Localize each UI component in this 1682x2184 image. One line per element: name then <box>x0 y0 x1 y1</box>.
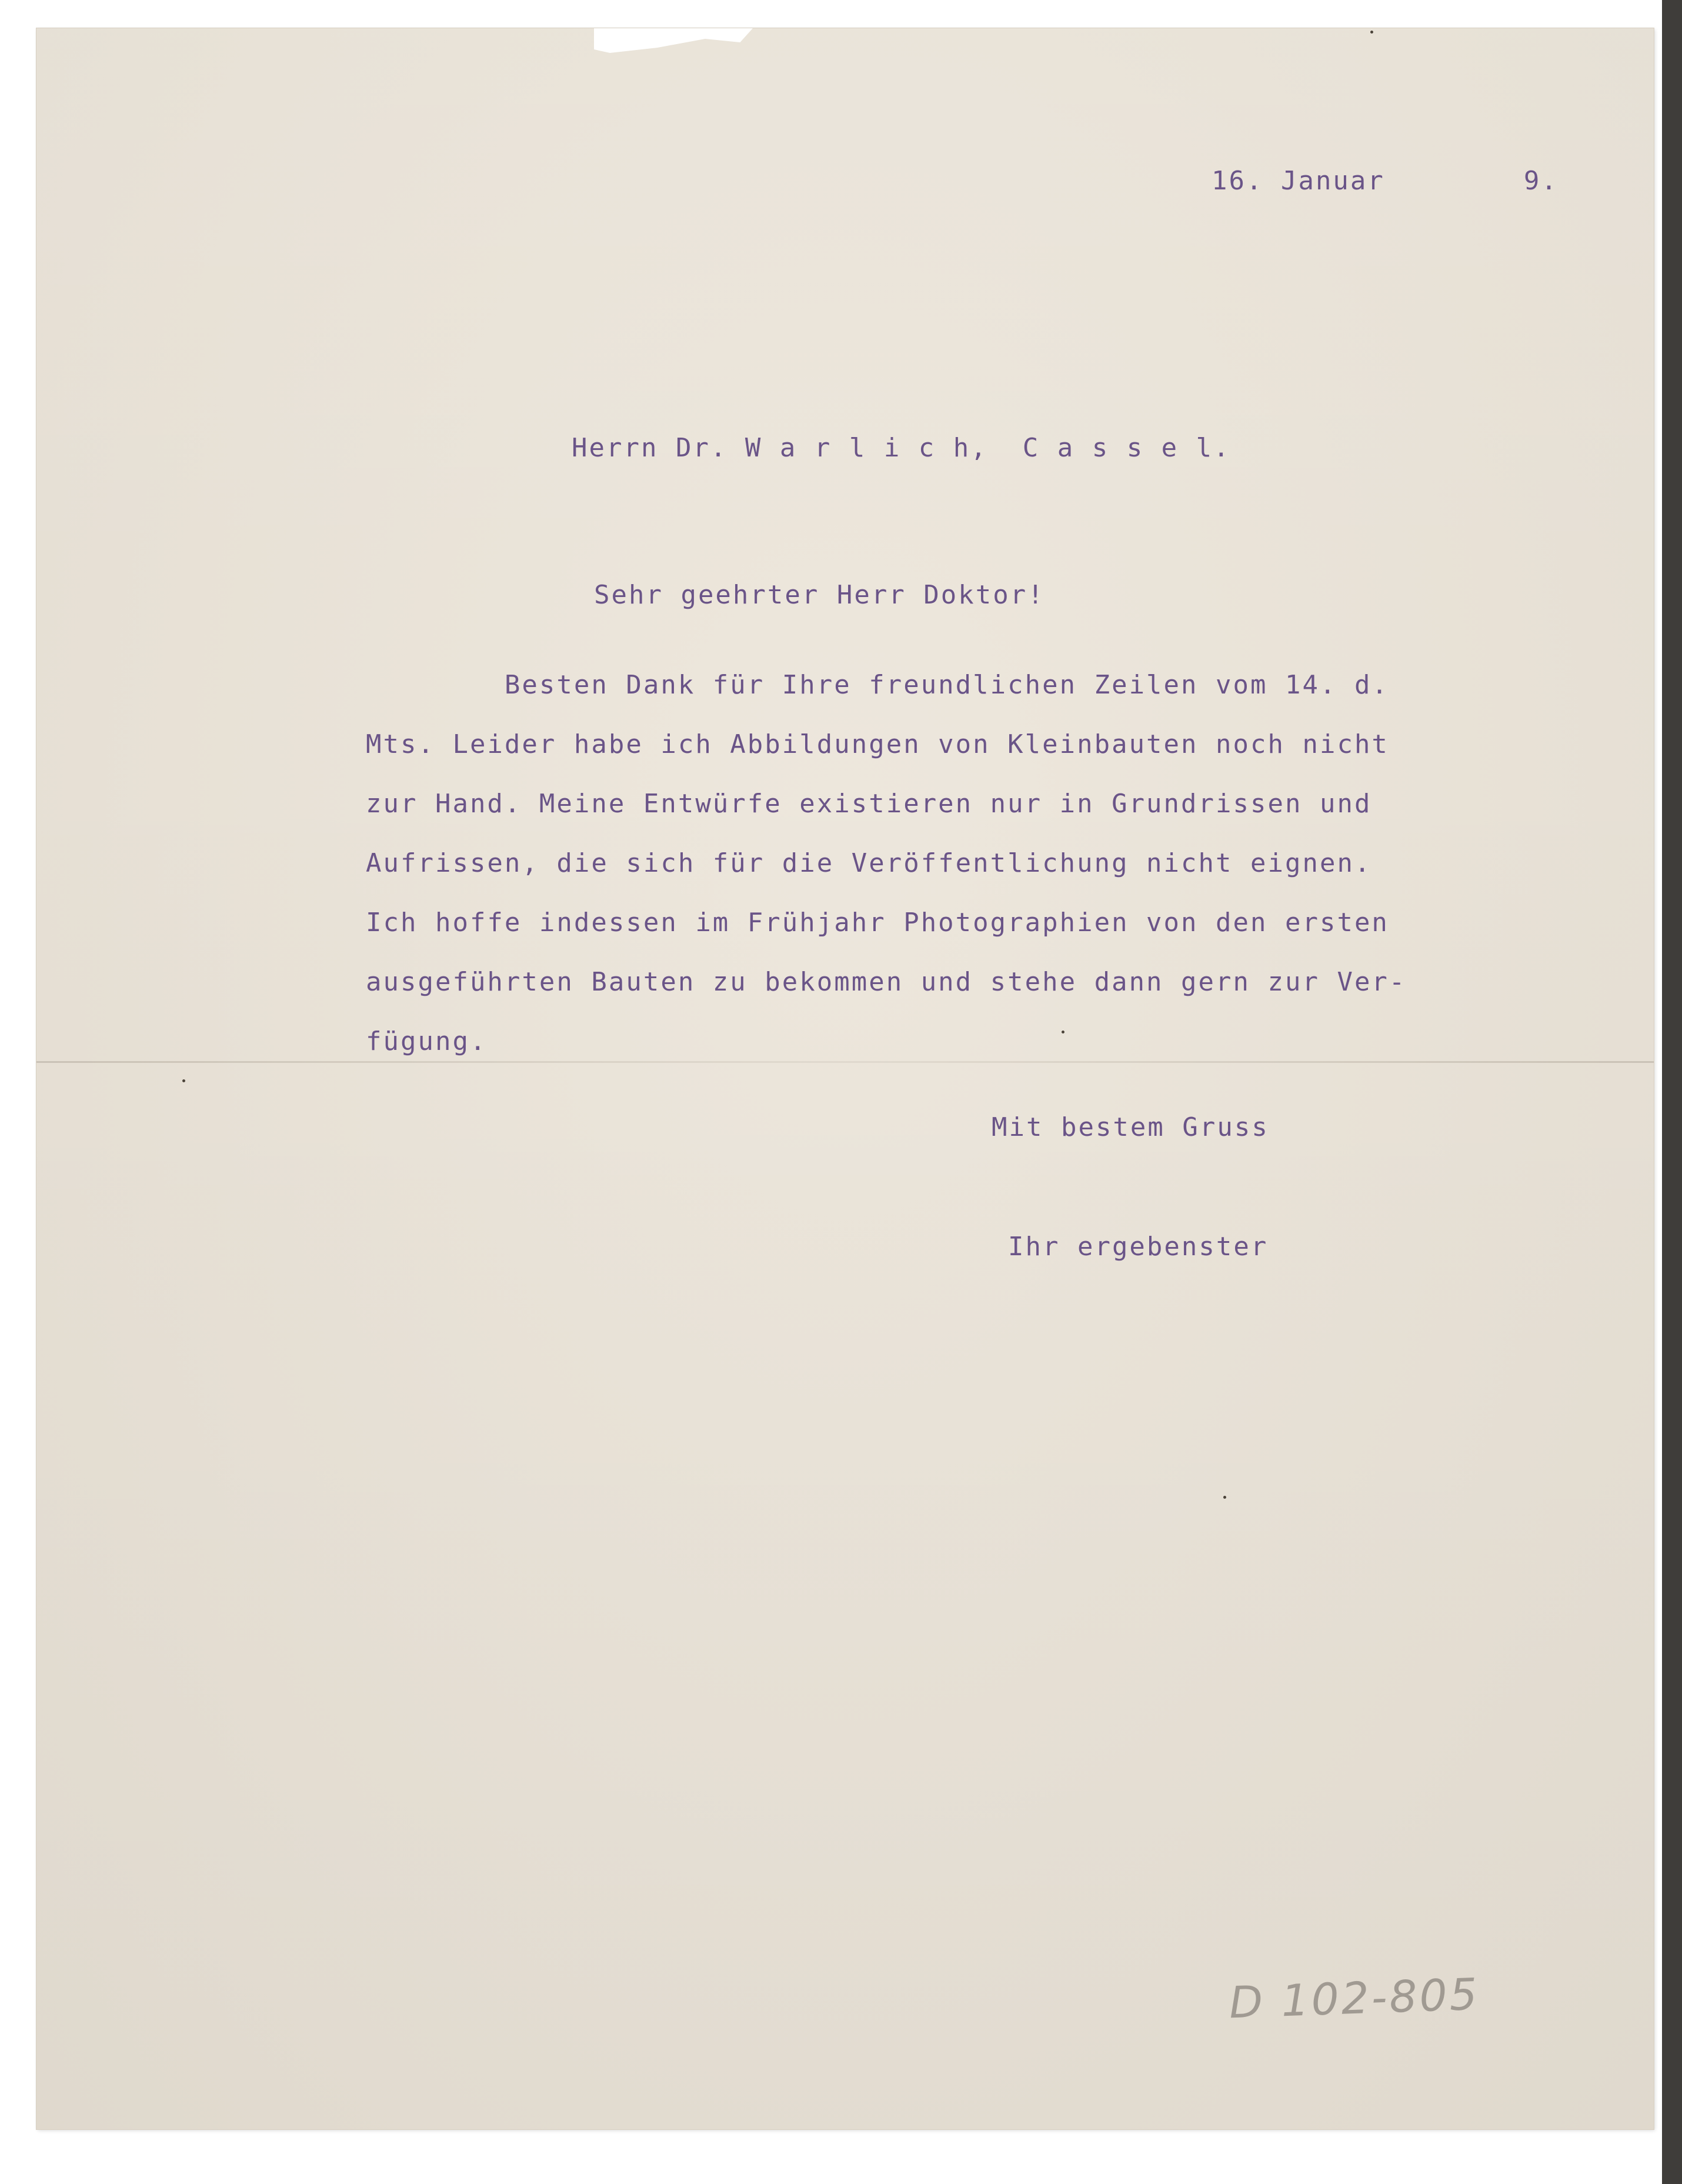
scanner-edge <box>1662 0 1682 2184</box>
body-line-7: fügung. <box>366 1026 488 1056</box>
closing-line: Mit bestem Gruss <box>992 1112 1269 1142</box>
body-line-1: Besten Dank für Ihre freundlichen Zeilen vom 14. d. <box>366 670 1389 700</box>
fold-crease <box>36 1061 1654 1063</box>
body-line-4: Aufrissen, die sich für die Veröffentlichung nicht eignen. <box>366 848 1372 878</box>
paper-speck <box>182 1079 185 1082</box>
paper-speck <box>1062 1031 1064 1033</box>
paper-speck <box>1370 31 1373 34</box>
body-line-6: ausgeführten Bauten zu bekommen und stehe dann gern zur Ver- <box>366 967 1407 997</box>
letter-date: 16. Januar 9. <box>1212 166 1558 196</box>
signature-line: Ihr ergebenster <box>1008 1232 1269 1262</box>
body-line-5: Ich hoffe indessen im Frühjahr Photographien von den ersten <box>366 908 1389 938</box>
body-line-3: zur Hand. Meine Entwürfe existieren nur in Grundrissen und <box>366 789 1372 819</box>
letter-sheet <box>36 28 1654 2129</box>
archive-shelfmark: D 102-805 <box>1228 1969 1481 2029</box>
paper-speck <box>1223 1496 1226 1499</box>
body-line-2: Mts. Leider habe ich Abbildungen von Kleinbauten noch nicht <box>366 729 1389 759</box>
salutation: Sehr geehrter Herr Doktor! <box>594 580 1045 610</box>
addressee-line: Herrn Dr. W a r l i c h, C a s s e l. <box>572 433 1231 463</box>
